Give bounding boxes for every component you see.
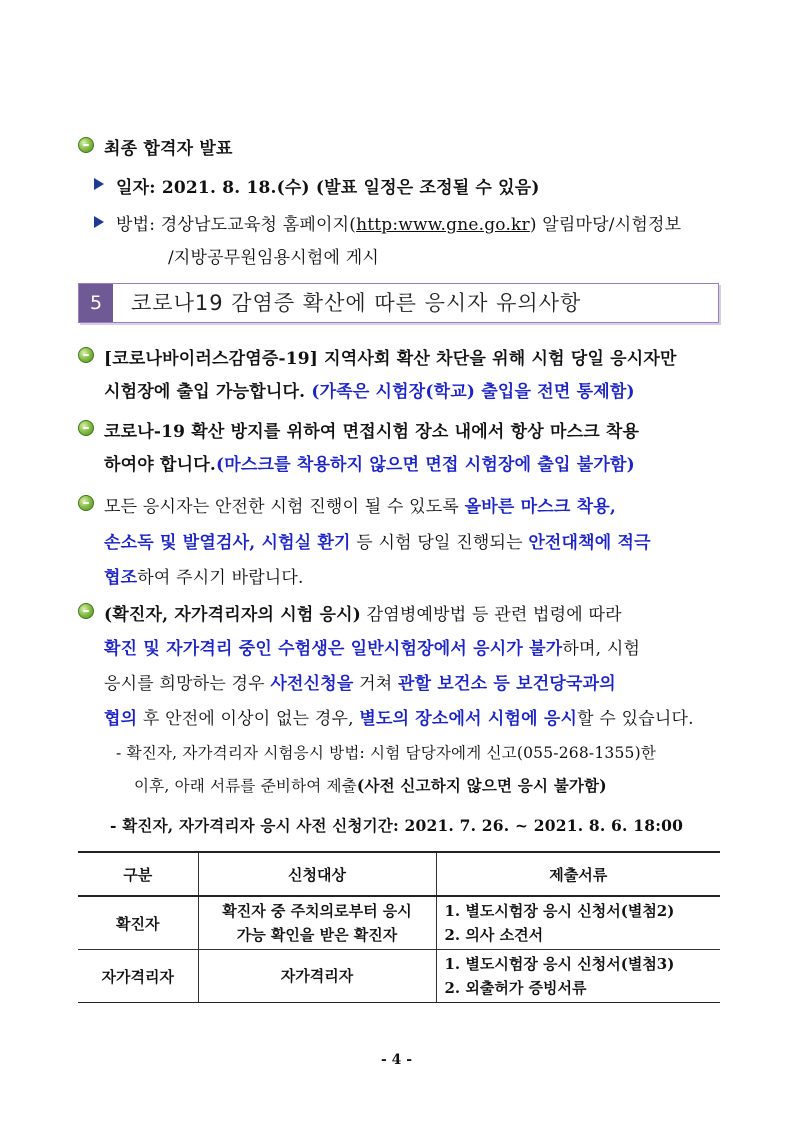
table-cell-target xyxy=(198,896,436,950)
item4-highlight-a: 확진 및 자가격리 중인 수험생은 일반시험장에서 응시가 불가 xyxy=(104,639,563,659)
sub1-line1: - 확진자, 자가격리자 시험응시 방법: 시험 담당자에게 신고(055-268-1355)한 xyxy=(116,744,657,762)
table-row xyxy=(78,896,720,950)
announce-method-line2: /지방공무원임용시험에 게시 xyxy=(168,248,379,268)
item4-text-c: 응시를 희망하는 경우 xyxy=(104,674,271,694)
item4-text-b: 하며, 시험 xyxy=(562,639,641,659)
document-item: 2. 외출허가 증빙서류 xyxy=(444,979,587,997)
green-bullet-icon xyxy=(78,137,94,153)
document-item: 1. 별도시험장 응시 신청서(별첨3) xyxy=(444,955,675,973)
item2-line1: 코로나-19 확산 방지를 위하여 면접시험 장소 내에서 항상 마스크 착용 xyxy=(104,422,640,442)
green-bullet-icon xyxy=(78,603,94,619)
section-header xyxy=(78,283,719,323)
item1-line1: [코로나바이러스감염증-19] 지역사회 확산 차단을 위해 시험 당일 응시자만 xyxy=(104,349,677,369)
item3-text-c: 하여 주시기 바랍니다. xyxy=(137,568,304,588)
item4-line4 xyxy=(104,704,694,729)
green-bullet-icon xyxy=(78,347,94,363)
green-bullet-icon xyxy=(78,495,94,511)
item4-highlight-d: 협의 xyxy=(104,709,138,729)
item3-highlight-d: 협조 xyxy=(104,568,138,588)
item4-text-a: 감염병예방법 등 관련 법령에 따라 xyxy=(361,605,622,625)
table-cell-target: 자가격리자 xyxy=(198,950,436,1003)
table-header-documents: 제출서류 xyxy=(436,852,720,896)
item3-line3 xyxy=(104,563,304,588)
item4-highlight-e: 별도의 장소에서 시험에 응시 xyxy=(359,709,578,729)
table-header-target: 신청대상 xyxy=(198,852,436,896)
item2-text: 하여야 합니다. xyxy=(104,455,216,475)
item1-line2 xyxy=(104,377,635,402)
item4-text-d: 거쳐 xyxy=(353,674,398,694)
item4-heading: (확진자, 자가격리자의 시험 응시) xyxy=(104,605,362,625)
target-line: 가능 확인을 받은 확진자 xyxy=(236,926,398,944)
item4-line1 xyxy=(104,600,622,625)
announce-heading: 최종 합격자 발표 xyxy=(104,139,233,159)
section-title: 코로나19 감염증 확산에 따른 응시자 유의사항 xyxy=(131,291,582,315)
item4-text-f: 할 수 있습니다. xyxy=(577,709,694,729)
item3-highlight-a: 올바른 마스크 착용, xyxy=(464,497,616,517)
page-number: - 4 - xyxy=(380,1052,413,1068)
item3-highlight-b: 손소독 및 발열검사, 시험실 환기 xyxy=(104,533,351,553)
table-cell-category: 자가격리자 xyxy=(78,950,198,1003)
section-number: 5 xyxy=(79,284,113,322)
triangle-bullet-icon xyxy=(94,216,104,228)
announce-method xyxy=(116,210,681,235)
item4-text-e: 후 안전에 이상이 없는 경우, xyxy=(137,709,360,729)
item1-text: 시험장에 출입 가능합니다. xyxy=(104,382,312,402)
method-suffix: ) 알림마당/시험정보 xyxy=(529,215,682,235)
table-cell-documents xyxy=(436,896,720,950)
document-item: 1. 별도시험장 응시 신청서(별첨2) xyxy=(444,902,675,920)
table-cell-documents xyxy=(436,950,720,1003)
sub2-line: - 확진자, 자가격리자 응시 사전 신청기간: 2021. 7. 26. ~ 2021. 8. 6. 18:00 xyxy=(110,816,684,835)
triangle-bullet-icon xyxy=(94,178,104,190)
sub1-line2 xyxy=(134,774,607,796)
item2-line2 xyxy=(104,450,635,475)
method-prefix: 방법: 경상남도교육청 홈페이지( xyxy=(116,215,357,235)
table-header-row xyxy=(78,852,720,896)
sub1-text: 이후, 아래 서류를 준비하여 제출 xyxy=(134,777,357,795)
item4-highlight-c: 관할 보건소 등 보건당국과의 xyxy=(398,674,616,694)
item1-note: (가족은 시험장(학교) 출입을 전면 통제함) xyxy=(311,382,635,402)
sub1-note: (사전 신고하지 않으면 응시 불가함) xyxy=(356,776,607,795)
item4-line3 xyxy=(104,669,616,694)
item3-text-b: 등 시험 당일 진행되는 xyxy=(350,533,529,553)
announce-date: 일자: 2021. 8. 18.(수) (발표 일정은 조정될 수 있음) xyxy=(116,178,540,198)
item3-line2 xyxy=(104,528,651,553)
item2-note: (마스크를 착용하지 않으면 면접 시험장에 출입 불가함) xyxy=(215,455,635,475)
documents-table xyxy=(78,851,720,1003)
table-header-category: 구분 xyxy=(78,852,198,896)
table-cell-category: 확진자 xyxy=(78,896,198,950)
method-link[interactable]: http:www.gne.go.kr xyxy=(356,215,530,235)
green-bullet-icon xyxy=(78,420,94,436)
document-item: 2. 의사 소견서 xyxy=(444,926,544,944)
item3-text-a: 모든 응시자는 안전한 시험 진행이 될 수 있도록 xyxy=(104,497,465,517)
item3-highlight-c: 안전대책에 적극 xyxy=(528,533,651,553)
item4-line2 xyxy=(104,634,640,659)
item4-highlight-b: 사전신청을 xyxy=(270,674,354,694)
item3-line1 xyxy=(104,492,616,517)
target-line: 확진자 중 주치의로부터 응시 xyxy=(222,902,412,920)
table-row xyxy=(78,950,720,1003)
